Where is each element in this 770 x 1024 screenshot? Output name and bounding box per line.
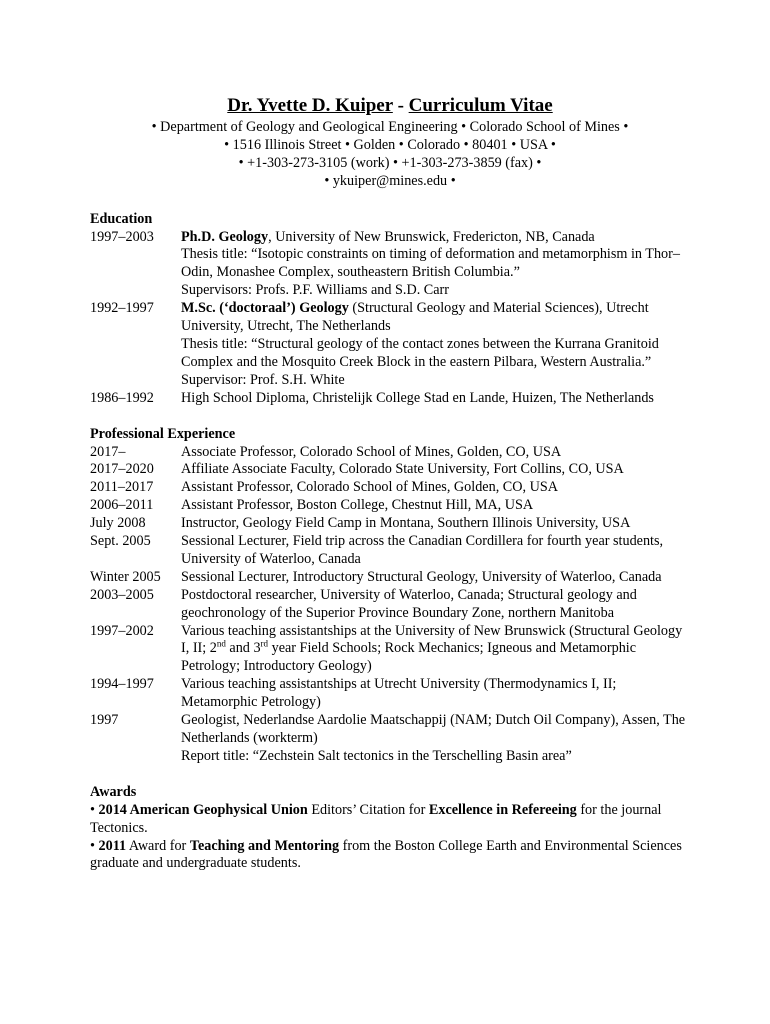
institution: (Structural Geology and Material Sciences), Utrecht University, Utrecht, The Netherlands <box>181 300 649 335</box>
entry-date: 1997–2002 <box>90 622 154 639</box>
entry-date: July 2008 <box>90 515 146 532</box>
entry-text: Postdoctoral researcher, University of Waterloo, Canada; Structural geology and geochronology of the Superior Province Boundary Zone, northern Manitoba <box>181 586 637 621</box>
education-section <box>90 211 690 408</box>
thesis-title: Thesis title: “Isotopic constraints on timing of deformation and metamorphism in Thor–Odin, Monashee Complex, southeastern British Columbia.” <box>181 246 680 281</box>
entry-text: Assistant Professor, Boston College, Chestnut Hill, MA, USA <box>181 497 534 514</box>
institution: , University of New Brunswick, Fredericton, NB, Canada <box>268 228 595 245</box>
entry-body <box>181 229 690 301</box>
entry-date: 1997–2003 <box>90 228 154 245</box>
report-title: Report title: “Zechstein Salt tectonics in the Terschelling Basin area” <box>181 747 572 764</box>
document-title: Curriculum Vitae <box>408 95 553 116</box>
experience-entry <box>90 444 690 462</box>
entry-date: 1992–1997 <box>90 300 154 317</box>
entry-date: 1986–1992 <box>90 389 154 406</box>
entry-date: 2003–2005 <box>90 586 154 603</box>
awards-section <box>90 784 690 874</box>
thesis-title: Thesis title: “Structural geology of the contact zones between the Kurrana Granitoid Complex and the Mosquito Creek Block in the eastern Pilbara, Western Australia.” <box>181 335 659 370</box>
institution: High School Diploma, Christelijk College Stad en Lande, Huizen, The Netherlands <box>181 389 654 406</box>
entry-body <box>181 300 690 390</box>
award-item: • 2011 Award for Teaching and Mentoring from the Boston College Earth and Environmental Sciences graduate and undergraduate students. <box>90 837 682 872</box>
entry-date: 1994–1997 <box>90 676 154 693</box>
experience-heading: Professional Experience <box>90 425 236 442</box>
entry-body <box>181 712 690 766</box>
experience-entry <box>90 461 690 479</box>
entry-text: Instructor, Geology Field Camp in Montana, Southern Illinois University, USA <box>181 515 631 532</box>
entry-text: Sessional Lecturer, Field trip across the Canadian Cordillera for fourth year students, University of Waterloo, Canada <box>181 533 664 567</box>
contact-address: • 1516 Illinois Street • Golden • Colorado • 80401 • USA • <box>224 136 556 153</box>
cv-title <box>90 94 690 118</box>
entry-text: Sessional Lecturer, Introductory Structural Geology, University of Waterloo, Canada <box>181 568 662 585</box>
entry-body <box>181 390 690 408</box>
degree: M.Sc. (‘doctoraal’) Geology <box>181 300 349 317</box>
experience-entry <box>90 712 690 766</box>
experience-entry <box>90 623 690 677</box>
experience-entry <box>90 587 690 623</box>
title-separator: - <box>392 95 409 116</box>
experience-entry <box>90 569 690 587</box>
entry-date: 2006–2011 <box>90 497 154 514</box>
contact-block <box>90 119 690 191</box>
author-name: Dr. Yvette D. Kuiper <box>227 95 393 116</box>
experience-entry <box>90 515 690 533</box>
experience-section <box>90 426 690 766</box>
entry-date: 2017– <box>90 443 126 460</box>
awards-heading: Awards <box>90 783 137 800</box>
education-entry <box>90 229 690 301</box>
entry-date: 2011–2017 <box>90 479 154 496</box>
supervisors: Supervisor: Prof. S.H. White <box>181 371 345 388</box>
entry-date: 2017–2020 <box>90 461 154 478</box>
experience-entry <box>90 533 690 569</box>
entry-text: Affiliate Associate Faculty, Colorado State University, Fort Collins, CO, USA <box>181 461 624 478</box>
entry-text: Geologist, Nederlandse Aardolie Maatschappij (NAM; Dutch Oil Company), Assen, The Netherlands (workterm) <box>181 712 686 746</box>
contact-email: • ykuiper@mines.edu • <box>324 172 456 189</box>
education-entry <box>90 300 690 390</box>
entry-date: Winter 2005 <box>90 568 161 585</box>
education-heading: Education <box>90 210 153 227</box>
contact-department: • Department of Geology and Geological Engineering • Colorado School of Mines • <box>151 119 629 135</box>
cv-page <box>90 94 690 873</box>
experience-entry <box>90 479 690 497</box>
degree: Ph.D. Geology <box>181 228 269 245</box>
experience-entry <box>90 497 690 515</box>
supervisors: Supervisors: Profs. P.F. Williams and S.D. Carr <box>181 282 449 299</box>
education-entry <box>90 390 690 408</box>
entry-text: Various teaching assistantships at Utrecht University (Thermodynamics I, II; Metamorphic Petrology) <box>181 676 617 711</box>
contact-phone: • +1-303-273-3105 (work) • +1-303-273-3859 (fax) • <box>238 154 542 171</box>
entry-text: Assistant Professor, Colorado School of Mines, Golden, CO, USA <box>181 479 558 496</box>
entry-text: Associate Professor, Colorado School of Mines, Golden, CO, USA <box>181 443 562 460</box>
entry-date: Sept. 2005 <box>90 533 151 550</box>
entry-text: Various teaching assistantships at the University of New Brunswick (Structural Geology I, II; 2nd and 3rd year Field Schools; Rock Mechanics; Igneous and Metamorphic Petrology; Introductory Geology) <box>181 622 683 675</box>
award-item: • 2014 American Geophysical Union Editors’ Citation for Excellence in Refereeing for the journal Tectonics. <box>90 801 662 836</box>
experience-entry <box>90 676 690 712</box>
entry-date: 1997 <box>90 712 119 729</box>
